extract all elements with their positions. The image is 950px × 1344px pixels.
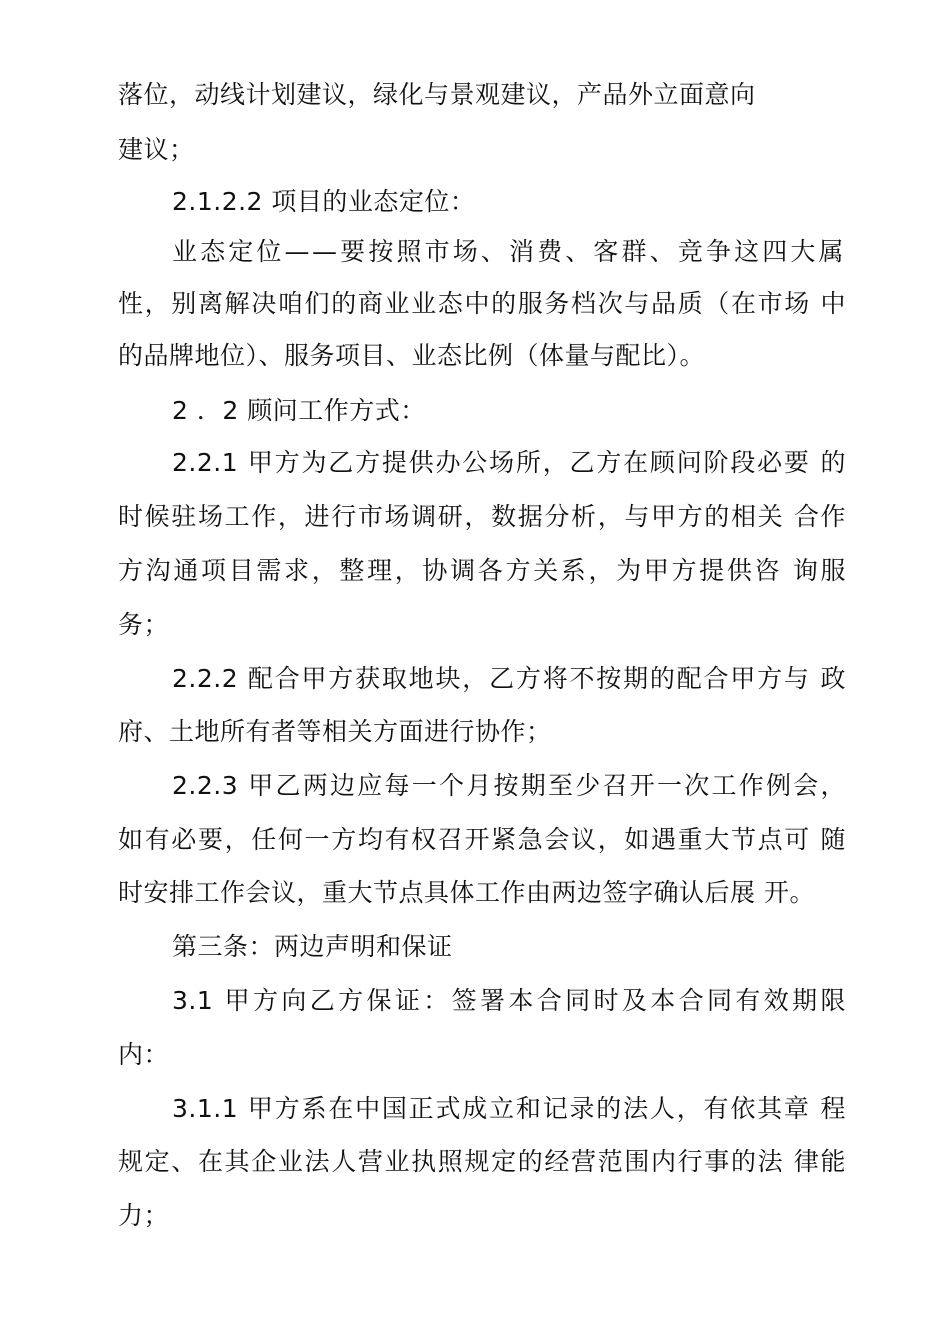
text-line: 落位，动线计划建议，绿化与景观建议，产品外立面意向 (118, 80, 756, 109)
text-line: 规定、在其企业法人营业执照规定的经营范围内行事的法 律能 (118, 1147, 846, 1176)
text-line: 务； (118, 610, 170, 639)
text-line: 2.2.2 配合甲方获取地块，乙方将不按期的配合甲方与 政 (172, 664, 846, 693)
text-line: 业态定位——要按照市场、消费、客群、竞争这四大属 (172, 237, 846, 266)
text-line: 的品牌地位）、服务项目、业态比例（体量与配比）。 (118, 341, 706, 370)
text-line: 2.2.3 甲乙两边应每一个月按期至少召开一次工作例会， (172, 771, 846, 800)
text-line: 3.1 甲方向乙方保证：签署本合同时及本合同有效期限 (172, 986, 846, 1015)
text-line: 性，别离解决咱们的商业业态中的服务档次与品质（在市场 中 (118, 289, 846, 318)
text-line: 2.2.1 甲方为乙方提供办公场所，乙方在顾问阶段必要 的 (172, 448, 846, 477)
text-line: 力； (118, 1201, 170, 1230)
text-line: 建议； (118, 135, 195, 164)
text-line: 方沟通项目需求，整理，协调各方关系，为甲方提供咨 询服 (118, 556, 846, 585)
text-line: 内： (118, 1040, 170, 1069)
text-line: 如有必要，任何一方均有权召开紧急会议，如遇重大节点可 随 (118, 825, 846, 854)
section-heading: 第三条：两边声明和保证 (172, 932, 453, 961)
text-line: 时候驻场工作，进行市场调研，数据分析，与甲方的相关 合作 (118, 502, 846, 531)
text-line: 府、土地所有者等相关方面进行协作； (118, 717, 552, 746)
text-line: 3.1.1 甲方系在中国正式成立和记录的法人，有依其章 程 (172, 1094, 846, 1123)
text-line: 时安排工作会议，重大节点具体工作由两边签字确认后展 开。 (118, 878, 815, 907)
section-heading: 2 ．2 顾问工作方式： (172, 396, 426, 425)
section-heading: 2.1.2.2 项目的业态定位： (172, 187, 476, 216)
